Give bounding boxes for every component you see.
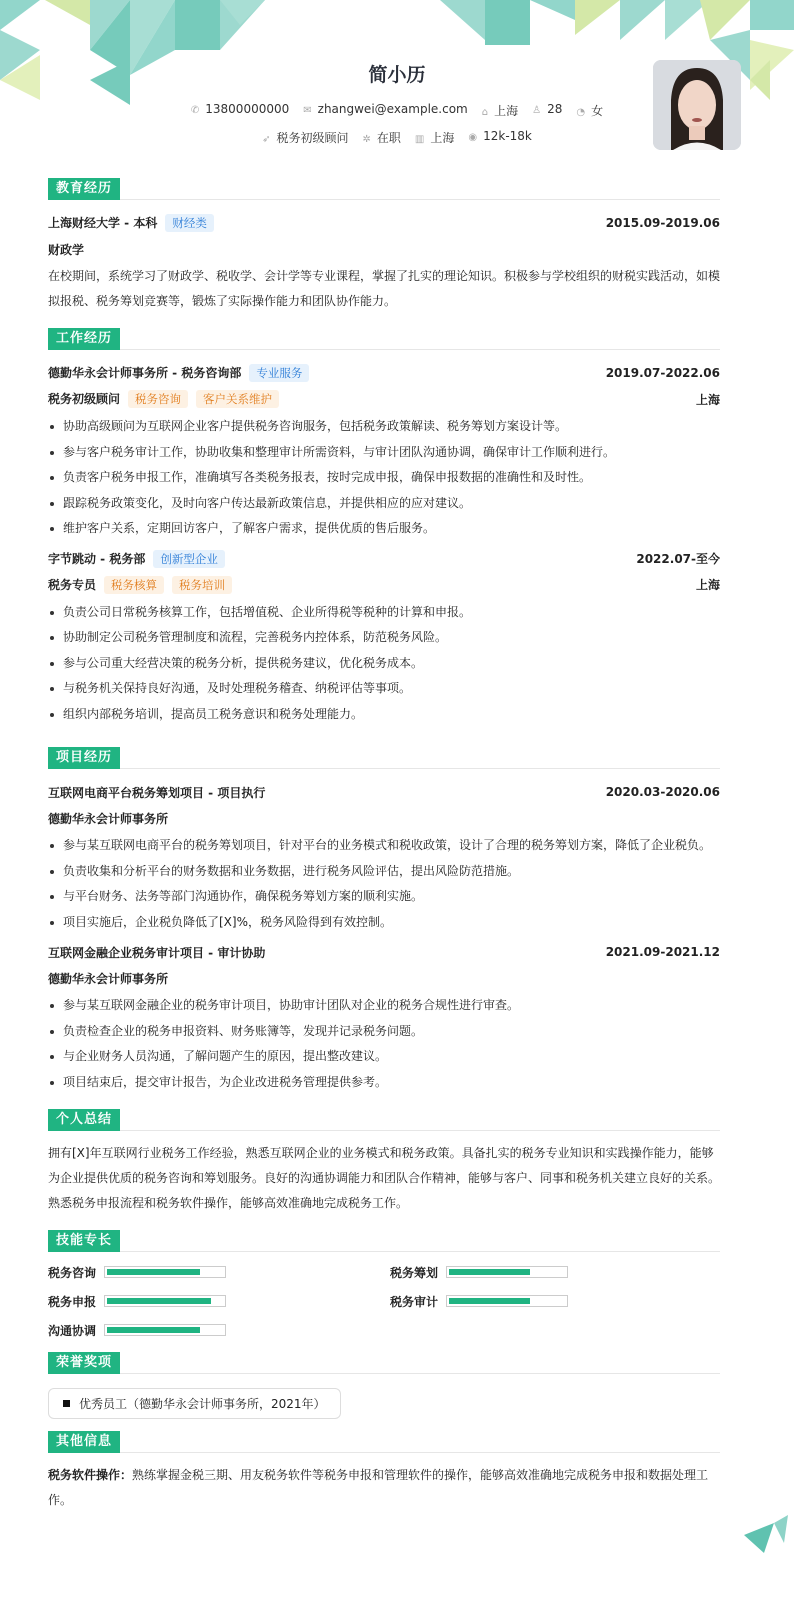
skill-item — [48, 1264, 390, 1280]
major: 财政学 — [48, 242, 85, 257]
skill-bar — [446, 1266, 568, 1278]
bullet-item: 与平台财务、法务等部门沟通协作，确保税务筹划方案的顺利实施。 — [48, 884, 720, 910]
org-row — [48, 965, 720, 991]
role-row — [48, 572, 720, 598]
skill-bar — [446, 1295, 568, 1307]
skill-name: 税务申报 — [48, 1294, 97, 1309]
skill-tag: 税务培训 — [172, 576, 232, 594]
phone — [191, 102, 289, 119]
work-city: 上海 — [695, 392, 720, 407]
skill-bar — [104, 1324, 226, 1336]
education-row — [48, 210, 720, 236]
skill-item — [390, 1264, 720, 1280]
square-bullet-icon — [63, 1400, 70, 1407]
cake-icon: ♙ — [532, 105, 542, 116]
skill-tag: 税务核算 — [104, 576, 164, 594]
section-title: 教育经历 — [48, 178, 120, 200]
work-list — [48, 360, 720, 727]
skill-list — [48, 1264, 720, 1338]
section-projects — [48, 747, 720, 769]
mail-icon: ✉ — [303, 105, 312, 116]
email-value: zhangwei@example.com — [317, 102, 468, 116]
bullet-list — [48, 600, 720, 728]
salary-value: 12k-18k — [483, 129, 532, 143]
project-name: 互联网金融企业税务审计项目 - 审计协助 — [48, 945, 266, 960]
city-value: 上海 — [494, 104, 519, 118]
section-title: 项目经历 — [48, 747, 120, 769]
project-row — [48, 939, 720, 965]
bullet-item: 负责公司日常税务核算工作，包括增值税、企业所得税等税种的计算和申报。 — [48, 600, 720, 626]
work-city: 上海 — [695, 578, 720, 592]
skill-name: 税务审计 — [390, 1294, 439, 1309]
bullet-item: 协助制定公司税务管理制度和流程，完善税务内控体系，防范税务风险。 — [48, 625, 720, 651]
summary-text: 拥有[X]年互联网行业税务工作经验，熟悉互联网企业的业务模式和税务政策。具备扎实的税务专业知识和实践操作能力，能够为企业提供优质的税务咨询和筹划服务。良好的沟通协调能力和团队合作精神，能够与客户、同事和税务机关建立良好的关系。熟悉税务申报流程和税务软件操作，能够高效准确地完成税务工作。 — [48, 1146, 721, 1210]
bullet-item: 负责客户税务申报工作，准确填写各类税务报表，按时完成申报，确保申报数据的准确性和及时性。 — [48, 465, 720, 491]
bullet-item: 参与客户税务审计工作，协助收集和整理审计所需资料，与审计团队沟通协调，确保审计工作顺利进行。 — [48, 440, 720, 466]
other-info — [48, 1463, 720, 1513]
bullet-list — [48, 833, 720, 935]
major-row — [48, 236, 720, 262]
skill-name: 税务筹划 — [390, 1265, 439, 1280]
bullet-item: 负责收集和分析平台的财务数据和业务数据，进行税务风险评估，提出风险防范措施。 — [48, 859, 720, 885]
status-value: 在职 — [376, 131, 401, 145]
company: 字节跳动 - 税务部 — [48, 551, 146, 566]
bullet-item: 项目实施后，企业税负降低了[X]%，税务风险得到有效控制。 — [48, 910, 720, 936]
company-tag: 创新型企业 — [153, 550, 225, 568]
bullet-item: 项目结束后，提交审计报告，为企业改进税务管理提供参考。 — [48, 1070, 720, 1096]
skill-name: 沟通协调 — [48, 1323, 97, 1338]
bullet-item: 协助高级顾问为互联网企业客户提供税务咨询服务，包括税务政策解读、税务筹划方案设计等。 — [48, 414, 720, 440]
project-name: 互联网电商平台税务筹划项目 - 项目执行 — [48, 785, 266, 800]
bullet-item: 参与公司重大经营决策的税务分析，提供税务建议，优化税务成本。 — [48, 651, 720, 677]
period: 2020.03-2020.06 — [605, 785, 720, 799]
skill-bar — [104, 1295, 226, 1307]
position — [262, 129, 348, 146]
send-icon: ➶ — [262, 134, 271, 145]
status — [363, 129, 401, 146]
skill-bar-fill — [449, 1298, 530, 1304]
city — [482, 102, 518, 119]
section-title: 个人总结 — [48, 1109, 120, 1131]
skill-bar — [104, 1266, 226, 1278]
skill-bar-fill — [107, 1269, 200, 1275]
resume-body — [48, 178, 720, 1517]
section-skills — [48, 1230, 720, 1252]
status-icon: ✲ — [362, 134, 371, 145]
section-education — [48, 178, 720, 200]
period: 2015.09-2019.06 — [605, 216, 720, 230]
coin-icon: ◉ — [468, 132, 478, 143]
skill-name: 税务咨询 — [48, 1265, 97, 1280]
bullet-item: 参与某互联网金融企业的税务审计项目，协助审计团队对企业的税务合规性进行审查。 — [48, 993, 720, 1019]
role-row — [48, 386, 720, 412]
position-value: 税务初级顾问 — [276, 131, 349, 145]
period: 2021.09-2021.12 — [605, 945, 720, 959]
company-tag: 专业服务 — [249, 364, 309, 382]
role: 税务初级顾问 — [48, 392, 121, 406]
bullet-item: 与税务机关保持良好沟通，及时处理税务稽查、纳税评估等事项。 — [48, 676, 720, 702]
org-row — [48, 805, 720, 831]
skill-tag: 税务咨询 — [128, 390, 188, 408]
age-value: 28 — [547, 102, 563, 116]
section-title: 荣誉奖项 — [48, 1352, 120, 1374]
award-text: 优秀员工（德勤华永会计师事务所，2021年） — [79, 1397, 326, 1411]
bullet-item: 组织内部税务培训，提高员工税务意识和税务处理能力。 — [48, 702, 720, 728]
work-city — [415, 129, 454, 146]
corner-triangle-decoration — [734, 1505, 794, 1555]
skill-tag: 客户关系维护 — [196, 390, 279, 408]
period: 2019.07-2022.06 — [605, 366, 720, 380]
work-item — [48, 360, 720, 542]
gender-icon: ◔ — [576, 107, 586, 118]
project-org: 德勤华永会计师事务所 — [48, 811, 169, 826]
role: 税务专员 — [48, 577, 97, 592]
home-icon: ⌂ — [481, 107, 489, 118]
company-row — [48, 360, 720, 386]
section-summary — [48, 1109, 720, 1131]
skill-bar-fill — [449, 1269, 530, 1275]
email — [303, 102, 468, 119]
section-title: 其他信息 — [48, 1431, 120, 1453]
project-row — [48, 779, 720, 805]
candidate-name: 简小历 — [368, 64, 426, 86]
bullet-list — [48, 414, 720, 542]
age — [532, 102, 562, 119]
company: 德勤华永会计师事务所 - 税务咨询部 — [48, 366, 242, 380]
period: 2022.07-至今 — [636, 552, 720, 566]
skill-item — [48, 1322, 390, 1338]
skill-bar-fill — [107, 1298, 211, 1304]
work-city-value: 上海 — [430, 131, 455, 145]
section-other — [48, 1431, 720, 1453]
gender-value: 女 — [591, 104, 604, 118]
skill-item — [48, 1293, 390, 1309]
section-work — [48, 328, 720, 350]
gender — [576, 102, 603, 119]
phone-value: 13800000000 — [205, 102, 290, 116]
salary — [468, 129, 532, 146]
building-icon: ▥ — [414, 134, 425, 145]
section-title: 工作经历 — [48, 328, 120, 350]
bullet-item: 维护客户关系，定期回访客户，了解客户需求，提供优质的售后服务。 — [48, 516, 720, 542]
bullet-item: 跟踪税务政策变化，及时向客户传达最新政策信息，并提供相应的应对建议。 — [48, 491, 720, 517]
school: 上海财经大学 - 本科 — [48, 216, 158, 230]
project-list — [48, 779, 720, 1095]
bullet-item: 与企业财务人员沟通，了解问题产生的原因，提出整改建议。 — [48, 1044, 720, 1070]
bullet-item: 负责检查企业的税务申报资料、财务账簿等，发现并记录税务问题。 — [48, 1019, 720, 1045]
avatar-photo — [653, 60, 741, 150]
school-tag: 财经类 — [165, 214, 214, 232]
section-awards — [48, 1352, 720, 1374]
other-label: 税务软件操作： — [48, 1468, 133, 1482]
award-item — [48, 1388, 341, 1419]
project-item — [48, 939, 720, 1095]
company-row — [48, 546, 720, 572]
bullet-item: 参与某互联网电商平台的税务筹划项目，针对平台的业务模式和税收政策，设计了合理的税务筹划方案，降低了企业税负。 — [48, 833, 720, 859]
bullet-list — [48, 993, 720, 1095]
other-text: 熟练掌握金税三期、用友税务软件等税务申报和管理软件的操作，能够高效准确地完成税务申报和数据处理工作。 — [48, 1468, 709, 1507]
skill-item — [390, 1293, 720, 1309]
project-org: 德勤华永会计师事务所 — [48, 971, 169, 986]
skill-bar-fill — [107, 1327, 200, 1333]
phone-icon: ✆ — [190, 105, 200, 116]
project-item — [48, 779, 720, 935]
work-item — [48, 546, 720, 728]
section-title: 技能专长 — [48, 1230, 120, 1252]
education-description: 在校期间，系统学习了财政学、税收学、会计学等专业课程，掌握了扎实的理论知识。积极参与学校组织的财税实践活动，如模拟报税、税务筹划竞赛等，锻炼了实际操作能力和团队协作能力。 — [48, 269, 721, 308]
